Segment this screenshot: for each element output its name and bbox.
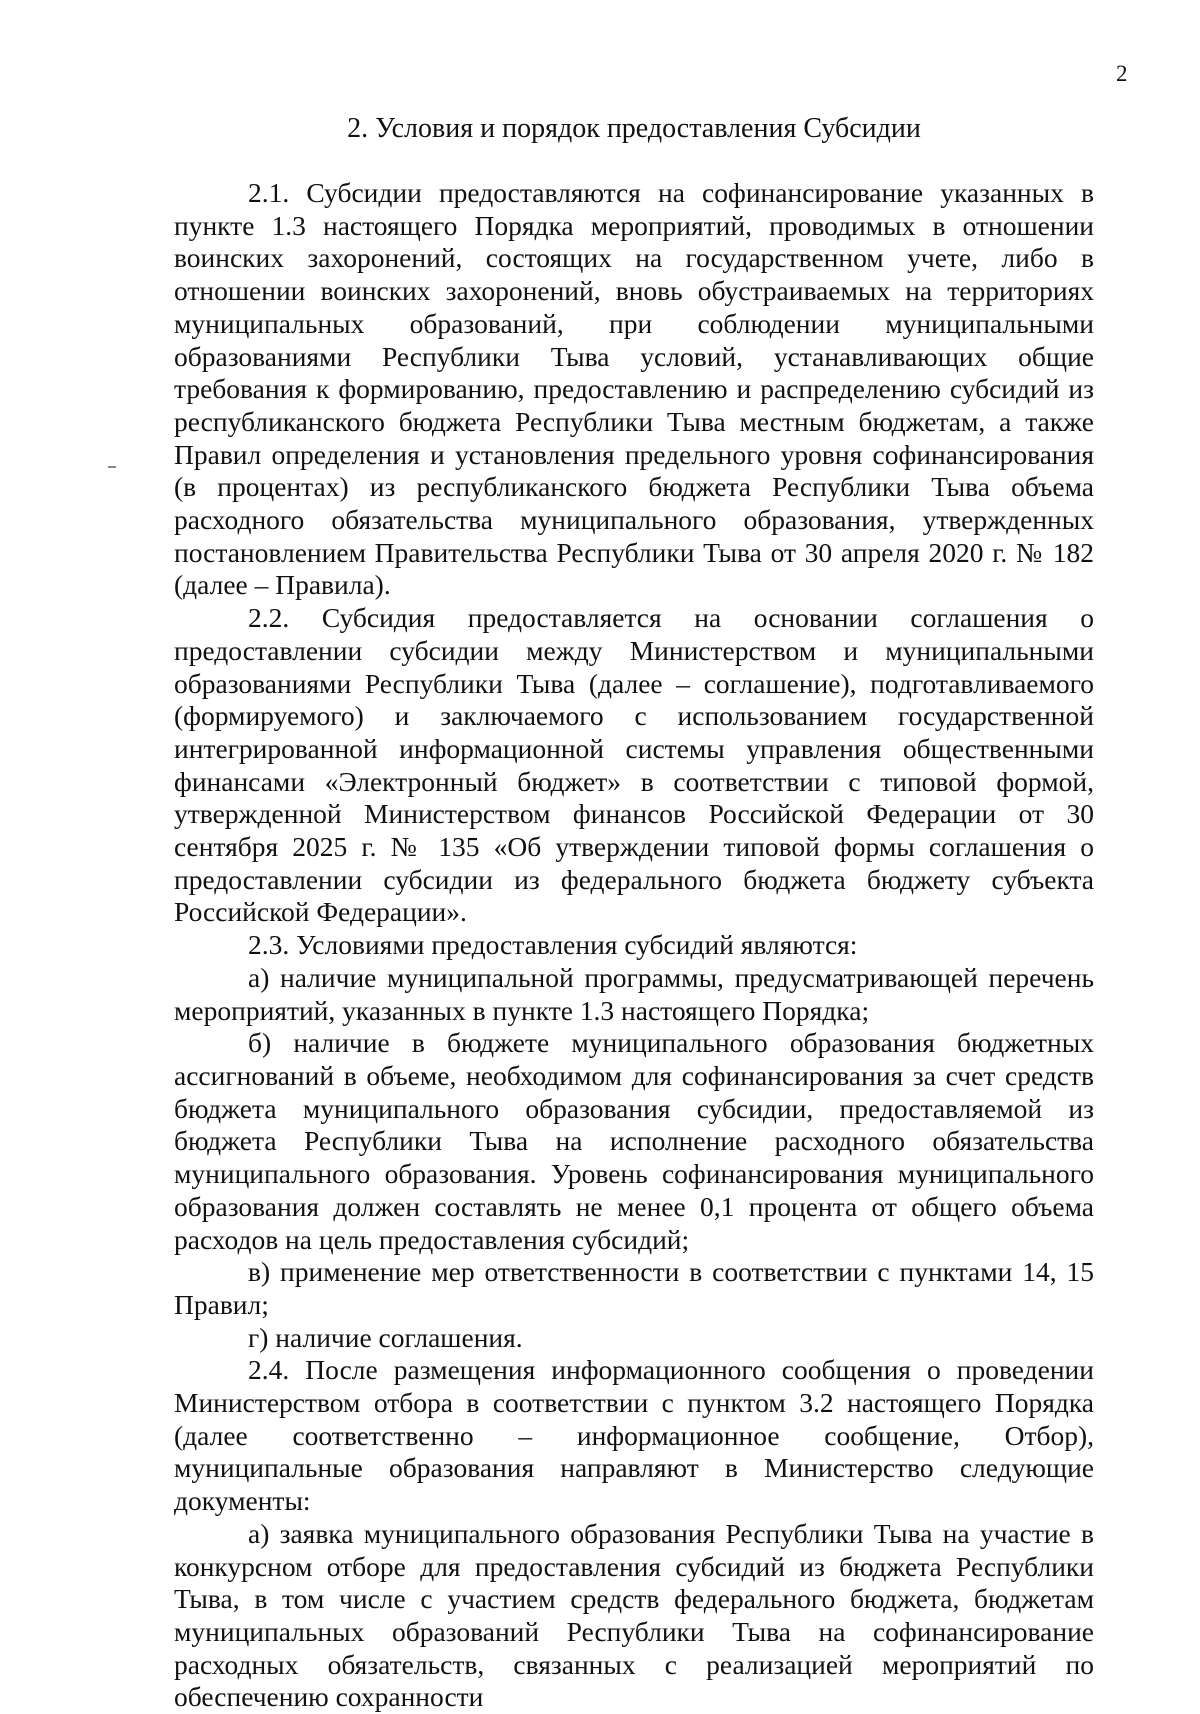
paragraph-2-3: 2.3. Условиями предоставления субсидий являются: [248, 929, 858, 961]
paragraph-2-1: 2.1. Субсидии предоставляются на софинансирование указанных в пункте 1.3 настоящего Порядка мероприятий, проводимых в отношении воинских захоронений, состоящих на государственном учете, либо в отношении воинских захоронений, вновь обустраиваемых на территориях муниципальных образований, при соблюдении муниципальными образованиями Республики Тыва условий, устанавливающих общие требования к формированию, предоставлению и распределению субсидий из республиканского бюджета Республики Тыва местным бюджетам, а также Правил определения и установления предельного уровня софинансирования (в процентах) из республиканского бюджета Республики Тыва объема расходного обязательства муниципального образования, утвержденных постановлением Правительства Республики Тыва от 30 апреля 2020 г. № 182 (далее – Правила). [174, 177, 1094, 601]
list-item-2-3-g: г) наличие соглашения. [248, 1321, 523, 1353]
list-item-2-4-a: а) заявка муниципального образования Республики Тыва на участие в конкурсном отборе для предоставления субсидий из бюджета Республики Тыва, в том числе с участием средств федерального бюджета, бюджетам муниципальных образований Республики Тыва на софинансирование расходных обязательств, связанных с реализацией мероприятий по обеспечению сохранности [174, 1517, 1094, 1713]
paragraph-2-2: 2.2. Субсидия предоставляется на основании соглашения о предоставлении субсидии между Министерством и муниципальными образованиями Республики Тыва (далее – соглашение), подготавливаемого (формируемого) и заключаемого с использованием государственной интегрированной информационной системы управления общественными финансами «Электронный бюджет» в соответствии с типовой формой, утвержденной Министерством финансов Российской Федерации от 30 сентября 2025 г. № 135 «Об утверждении типовой формы соглашения о предоставлении субсидии из федерального бюджета бюджету субъекта Российской Федерации». [174, 602, 1094, 928]
section-heading: 2. Условия и порядок предоставления Субсидии [347, 113, 921, 144]
list-item-2-3-v: в) применение мер ответственности в соответствии с пунктами 14, 15 Правил; [174, 1256, 1094, 1320]
list-item-2-3-b: б) наличие в бюджете муниципального образования бюджетных ассигнований в объеме, необходимом для софинансирования за счет средств бюджета муниципального образования субсидии, предоставляемой из бюджета Республики Тыва на исполнение расходного обязательства муниципального образования. Уровень софинансирования муниципального образования должен составлять не менее 0,1 процента от общего объема расходов на цель предоставления субсидий; [174, 1027, 1094, 1255]
paragraph-2-4: 2.4. После размещения информационного сообщения о проведении Министерством отбора в соответствии с пунктом 3.2 настоящего Порядка (далее соответственно – информационное сообщение, Отбор), муниципальные образования направляют в Министерство следующие документы: [174, 1354, 1094, 1517]
page-number: 2 [1116, 61, 1128, 86]
list-item-2-3-a: а) наличие муниципальной программы, предусматривающей перечень мероприятий, указанных в пункте 1.3 настоящего Порядка; [174, 961, 1094, 1026]
document-body [174, 177, 1094, 1714]
scan-artifact-mark [108, 466, 116, 468]
